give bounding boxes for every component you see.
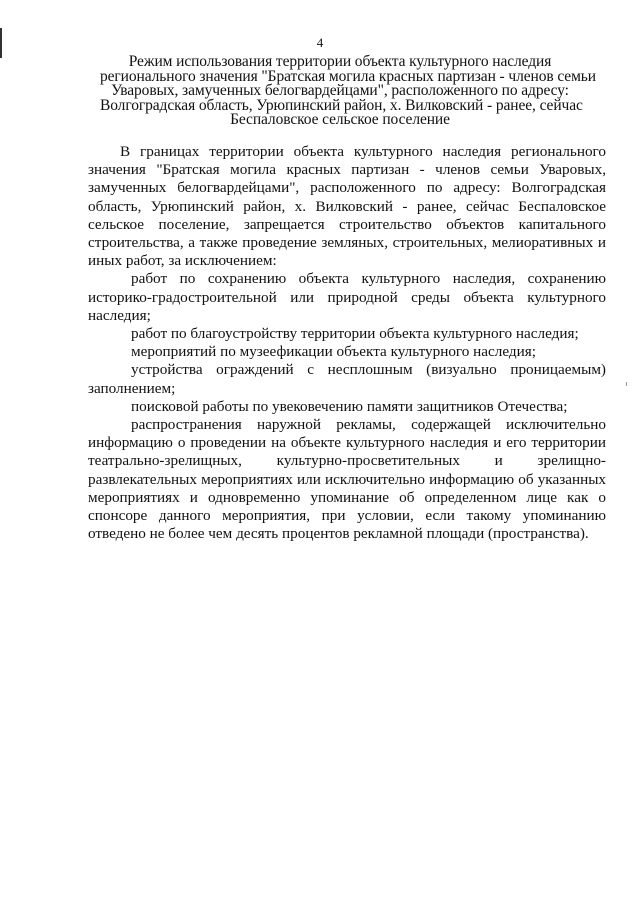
title-line: Режим использования территории объекта культурного наследия [128,53,552,70]
title-line: Уваровых, замученных белогвардейцами", расположенного по адресу: [111,82,569,100]
document-title [100,53,596,129]
document-body [88,143,606,543]
intro-paragraph: В границах территории объекта культурного наследия регионального значения "Братская могила красных партизан - членов семьи Уваровых, замученных белогвардейцами", расположенного по адресу: Волгоградская область, Урюпинский район, х. Вилковский - ранее, сейчас Беспаловское сельское поселение, запрещается строительство объектов капитального строительства, а также проведение земляных, строительных, мелиоративных и иных работ, за исключением: [88,143,606,270]
title-line: регионального значения "Братская могила красных партизан - членов семьи [100,67,596,85]
exception-item-fencing: устройства ограждений с несплошным (визуально проницаемым) заполнением; [88,361,606,397]
title-line: Волгоградская область, Урюпинский район, х. Вилковский - ранее, сейчас [100,96,583,114]
exception-item-preservation: работ по сохранению объекта культурного наследия, сохранению историко-градостроительной или природной среды объекта культурного наследия; [88,270,606,324]
exception-item-advertising: распространения наружной рекламы, содержащей исключительно информацию о проведении на объекте культурного наследия и его территории театрально-зрелищных, культурно-просветительных и зрелищно-развлекательных мероприятиях или исключительно информацию об указанных мероприятиях и одновременно упоминание об определенном лице как о спонсоре данного мероприятия, при условии, если такому упоминанию отведено не более чем десять процентов рекламной площади (пространства). [88,416,606,543]
exception-item-museification: мероприятий по музеефикации объекта культурного наследия; [131,343,536,361]
scan-speck [626,382,627,386]
page-number: 4 [316,35,324,50]
exception-item-search-work: поисковой работы по увековечению памяти защитников Отечества; [131,397,568,415]
title-line: Беспаловское сельское поселение [230,111,450,129]
exception-item-landscaping: работ по благоустройству территории объекта культурного наследия; [131,325,579,343]
